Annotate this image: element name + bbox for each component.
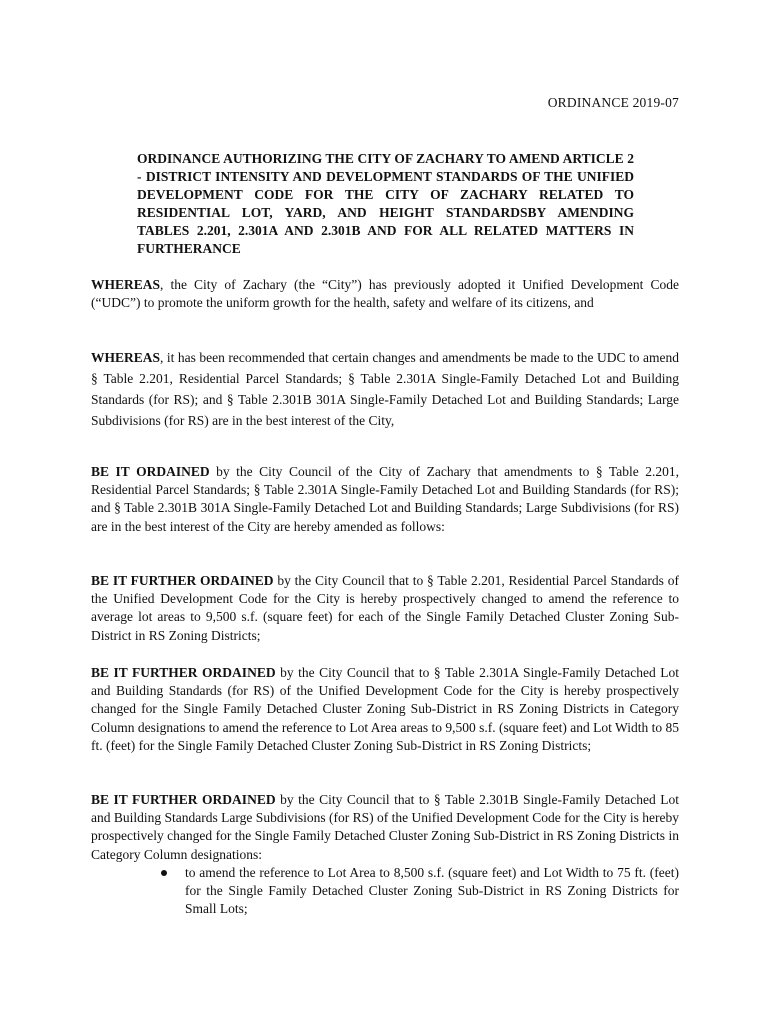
- paragraph-text: by the City Council of the City of Zachary that amendments to § Table 2.201, Residential Parcel Standards; § Table 2.301A Single-Family Detached Lot and Building Standards (for RS); and § Table 2.301B 301A Single-Family Detached Lot and Building Standards; Large Subdivisions (for RS) are in the best interest of the City are hereby amended as follows:: [91, 464, 679, 534]
- whereas-paragraph-2: [91, 348, 679, 432]
- list-item-text: to amend the reference to Lot Area to 8,500 s.f. (square feet) and Lot Width to 75 ft. (feet) for the Single Family Detached Cluster Zoning Sub-District in RS Zoning Districts for Small Lots;: [185, 865, 679, 917]
- whereas-paragraph-1: [91, 276, 679, 312]
- further-ordained-paragraph-1: [91, 572, 679, 645]
- paragraph-lead: BE IT FURTHER ORDAINED: [91, 573, 274, 588]
- paragraph-lead: BE IT ORDAINED: [91, 464, 210, 479]
- list-item: [147, 864, 679, 919]
- paragraph-lead: BE IT FURTHER ORDAINED: [91, 792, 276, 807]
- amendment-bullet-list: [147, 864, 679, 919]
- paragraph-text: by the City Council that to § Table 2.201, Residential Parcel Standards of the Unified Development Code for the City is hereby prospectively changed to amend the reference to average lot areas to 9,500 s.f. (square feet) for each of the Single Family Detached Cluster Zoning Sub-District in RS Zoning Districts;: [91, 573, 679, 643]
- be-it-ordained-paragraph: [91, 463, 679, 536]
- paragraph-lead: WHEREAS: [91, 350, 161, 365]
- bullet-dot-icon: [161, 870, 167, 876]
- ordinance-title: ORDINANCE AUTHORIZING THE CITY OF ZACHARY TO AMEND ARTICLE 2 - DISTRICT INTENSITY AND DEVELOPMENT STANDARDS OF THE UNIFIED DEVELOPMENT CODE FOR THE CITY OF ZACHARY RELATED TO RESIDENTIAL LOT, YARD, AND HEIGHT STANDARDSBY AMENDING TABLES 2.201, 2.301A AND 2.301B AND FOR ALL RELATED MATTERS IN FURTHERANCE: [137, 151, 634, 256]
- paragraph-lead: BE IT FURTHER ORDAINED: [91, 665, 276, 680]
- ordinance-number: ORDINANCE 2019-07: [547, 95, 679, 110]
- paragraph-text: , it has been recommended that certain changes and amendments be made to the UDC to amend § Table 2.201, Residential Parcel Standards; § Table 2.301A Single-Family Detached Lot and Building Standards (for RS); and § Table 2.301B 301A Single-Family Detached Lot and Building Standards; Large Subdivisions (for RS) are in the best interest of the City,: [91, 350, 679, 428]
- paragraph-text: by the City Council that to § Table 2.301A Single-Family Detached Lot and Building Standards (for RS) of the Unified Development Code for the City is hereby prospectively changed for the Single Family Detached Cluster Zoning Sub-District in RS Zoning Districts in Category Column designations to amend the reference to Lot Area areas to 9,500 s.f. (square feet) and Lot Width to 85 ft. (feet) for the Single Family Detached Cluster Zoning Sub-District in RS Zoning Districts;: [91, 665, 679, 753]
- paragraph-lead: WHEREAS: [91, 277, 161, 292]
- further-ordained-paragraph-3: [91, 791, 679, 864]
- paragraph-text: by the City Council that to § Table 2.301B Single-Family Detached Lot and Building Standards Large Subdivisions (for RS) of the Unified Development Code for the City is hereby prospectively changed for the Single Family Detached Cluster Zoning Sub-District in RS Zoning Districts in Category Column designations:: [91, 792, 679, 862]
- further-ordained-paragraph-2: [91, 664, 679, 755]
- paragraph-text: , the City of Zachary (the “City”) has previously adopted it Unified Development Code (“UDC”) to promote the uniform growth for the health, safety and welfare of its citizens, and: [91, 277, 679, 311]
